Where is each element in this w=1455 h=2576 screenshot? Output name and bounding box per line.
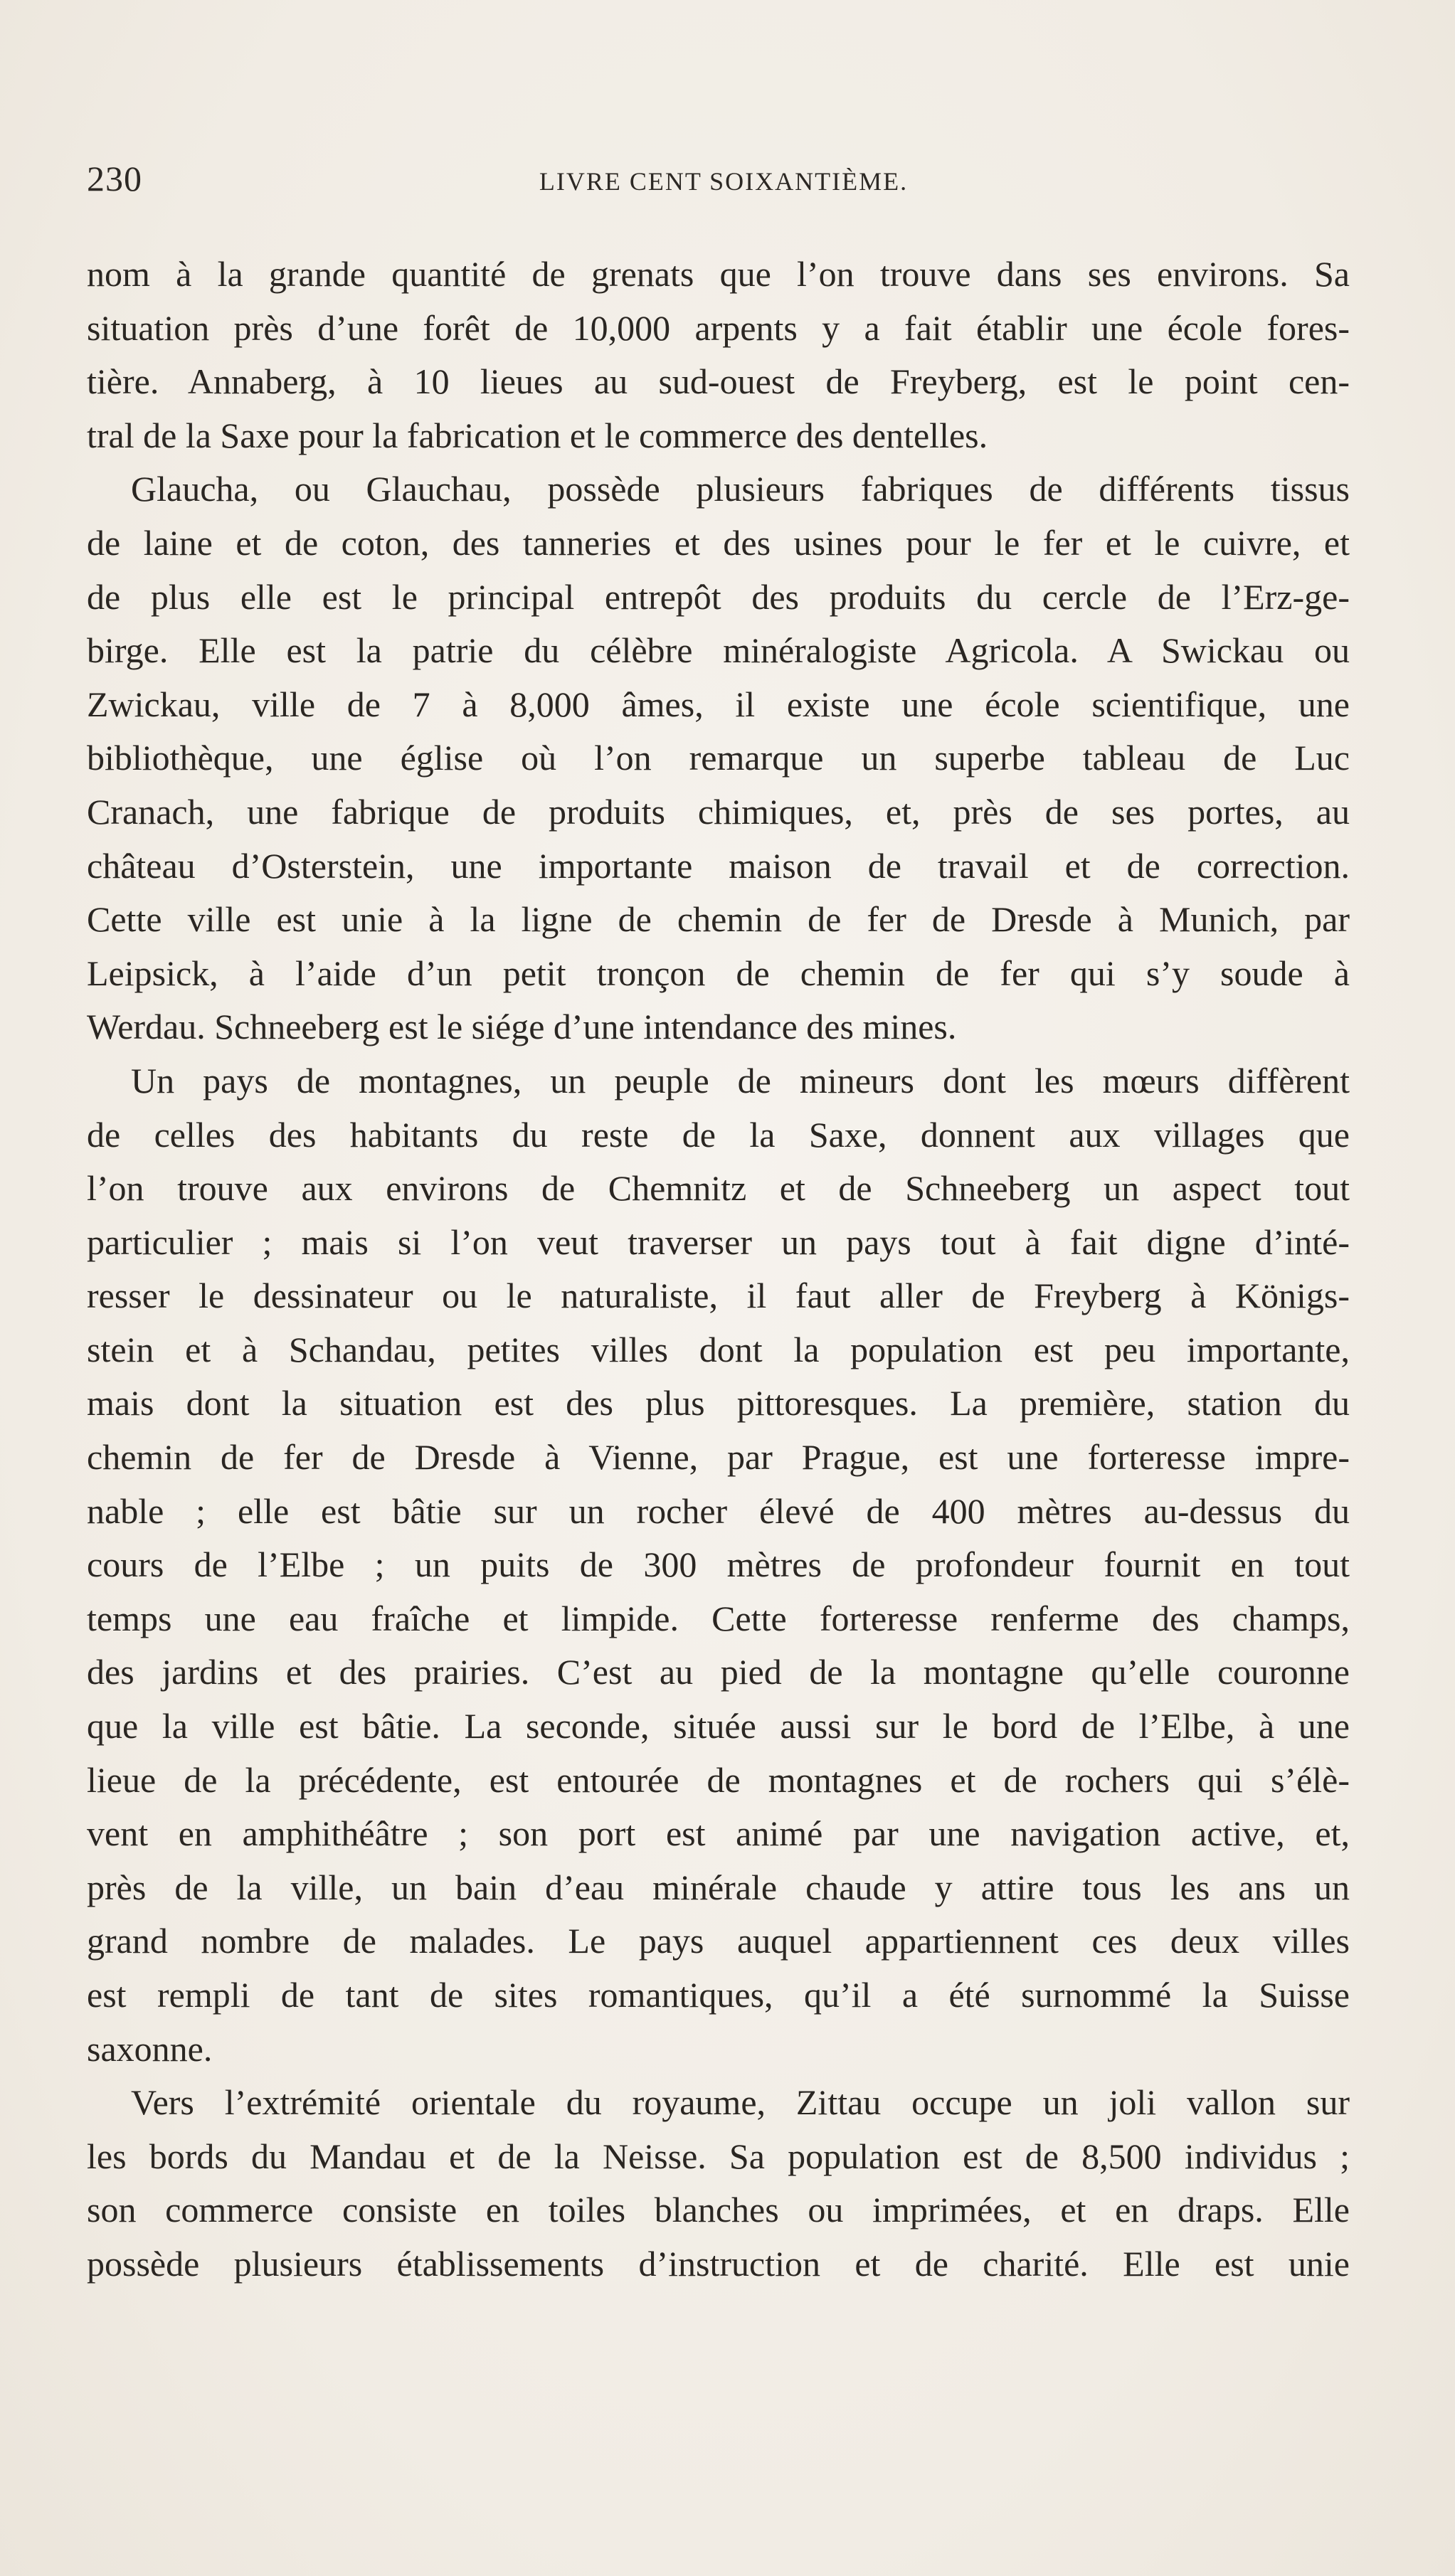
text-line: tière. Annaberg, à 10 lieues au sud-ouest de Freyberg, est le point cen- xyxy=(87,361,1350,402)
text-line: Zwickau, ville de 7 à 8,000 âmes, il existe une école scientifique, une xyxy=(87,684,1350,724)
text-line: près de la ville, un bain d’eau minérale chaude y attire tous les ans un xyxy=(87,1867,1350,1907)
text-line: est rempli de tant de sites romantiques, qu’il a été surnommé la Suisse xyxy=(87,1975,1350,2015)
text-line: Werdau. Schneeberg est le siége d’une intendance des mines. xyxy=(87,1007,957,1047)
text-line: nable ; elle est bâtie sur un rocher élevé de 400 mètres au-dessus du xyxy=(87,1490,1350,1531)
body-text xyxy=(87,248,1350,2291)
text-line: que la ville est bâtie. La seconde, située aussi sur le bord de l’Elbe, à une xyxy=(87,1706,1350,1747)
text-line: stein et à Schandau, petites villes dont la population est peu importante, xyxy=(87,1329,1350,1369)
text-line: possède plusieurs établissements d’instruction et de charité. Elle est unie xyxy=(87,2243,1350,2284)
text-line: lieue de la précédente, est entourée de montagnes et de rochers qui s’élè- xyxy=(87,1759,1350,1800)
text-line: Glaucha, ou Glauchau, possède plusieurs fabriques de différents tissus xyxy=(131,469,1350,509)
text-line: de laine et de coton, des tanneries et des usines pour le fer et le cuivre, et xyxy=(87,522,1350,563)
running-head: LIVRE CENT SOIXANTIÈME. xyxy=(539,167,909,196)
text-line: Leipsick, à l’aide d’un petit tronçon de chemin de fer qui s’y soude à xyxy=(87,953,1350,993)
text-line: Cranach, une fabrique de produits chimiques, et, près de ses portes, au xyxy=(87,791,1350,832)
text-line: saxonne. xyxy=(87,2028,213,2069)
text-line: chemin de fer de Dresde à Vienne, par Prague, est une forteresse impre- xyxy=(87,1437,1350,1478)
text-line: l’on trouve aux environs de Chemnitz et de Schneeberg un aspect tout xyxy=(87,1168,1350,1209)
text-line: des jardins et des prairies. C’est au pied de la montagne qu’elle couronne xyxy=(87,1652,1350,1692)
text-line: Vers l’extrémité orientale du royaume, Zittau occupe un joli vallon sur xyxy=(131,2082,1350,2123)
text-line: son commerce consiste en toiles blanches ou imprimées, et en draps. Elle xyxy=(87,2190,1350,2230)
text-line: mais dont la situation est des plus pittoresques. La première, station du xyxy=(87,1383,1350,1424)
text-line: particulier ; mais si l’on veut traverser un pays tout à fait digne d’inté- xyxy=(87,1221,1350,1262)
text-line: nom à la grande quantité de grenats que l’on trouve dans ses environs. Sa xyxy=(87,254,1350,294)
page-number: 230 xyxy=(87,159,142,198)
text-line: de plus elle est le principal entrepôt des produits du cercle de l’Erz-ge- xyxy=(87,576,1350,617)
text-line: de celles des habitants du reste de la Saxe, donnent aux villages que xyxy=(87,1114,1350,1155)
text-line: château d’Osterstein, une importante maison de travail et de correction. xyxy=(87,845,1350,886)
text-line: vent en amphithéâtre ; son port est animé par une navigation active, et, xyxy=(87,1813,1350,1854)
text-line: Un pays de montagnes, un peuple de mineurs dont les mœurs diffèrent xyxy=(131,1060,1350,1101)
text-line: situation près d’une forêt de 10,000 arpents y a fait établir une école fores- xyxy=(87,307,1350,348)
text-line: Cette ville est unie à la ligne de chemin de fer de Dresde à Munich, par xyxy=(87,899,1350,940)
text-line: temps une eau fraîche et limpide. Cette forteresse renferme des champs, xyxy=(87,1598,1350,1638)
text-line: les bords du Mandau et de la Neisse. Sa population est de 8,500 individus ; xyxy=(87,2136,1350,2176)
page-header xyxy=(87,158,1360,208)
text-line: birge. Elle est la patrie du célèbre minéralogiste Agricola. A Swickau ou xyxy=(87,630,1350,671)
text-line: bibliothèque, une église où l’on remarque un superbe tableau de Luc xyxy=(87,738,1350,778)
text-line: grand nombre de malades. Le pays auquel appartiennent ces deux villes xyxy=(87,1921,1350,1961)
text-line: cours de l’Elbe ; un puits de 300 mètres de profondeur fournit en tout xyxy=(87,1544,1350,1585)
text-line: tral de la Saxe pour la fabrication et le commerce des dentelles. xyxy=(87,415,988,455)
text-line: resser le dessinateur ou le naturaliste, il faut aller de Freyberg à Königs- xyxy=(87,1276,1350,1316)
